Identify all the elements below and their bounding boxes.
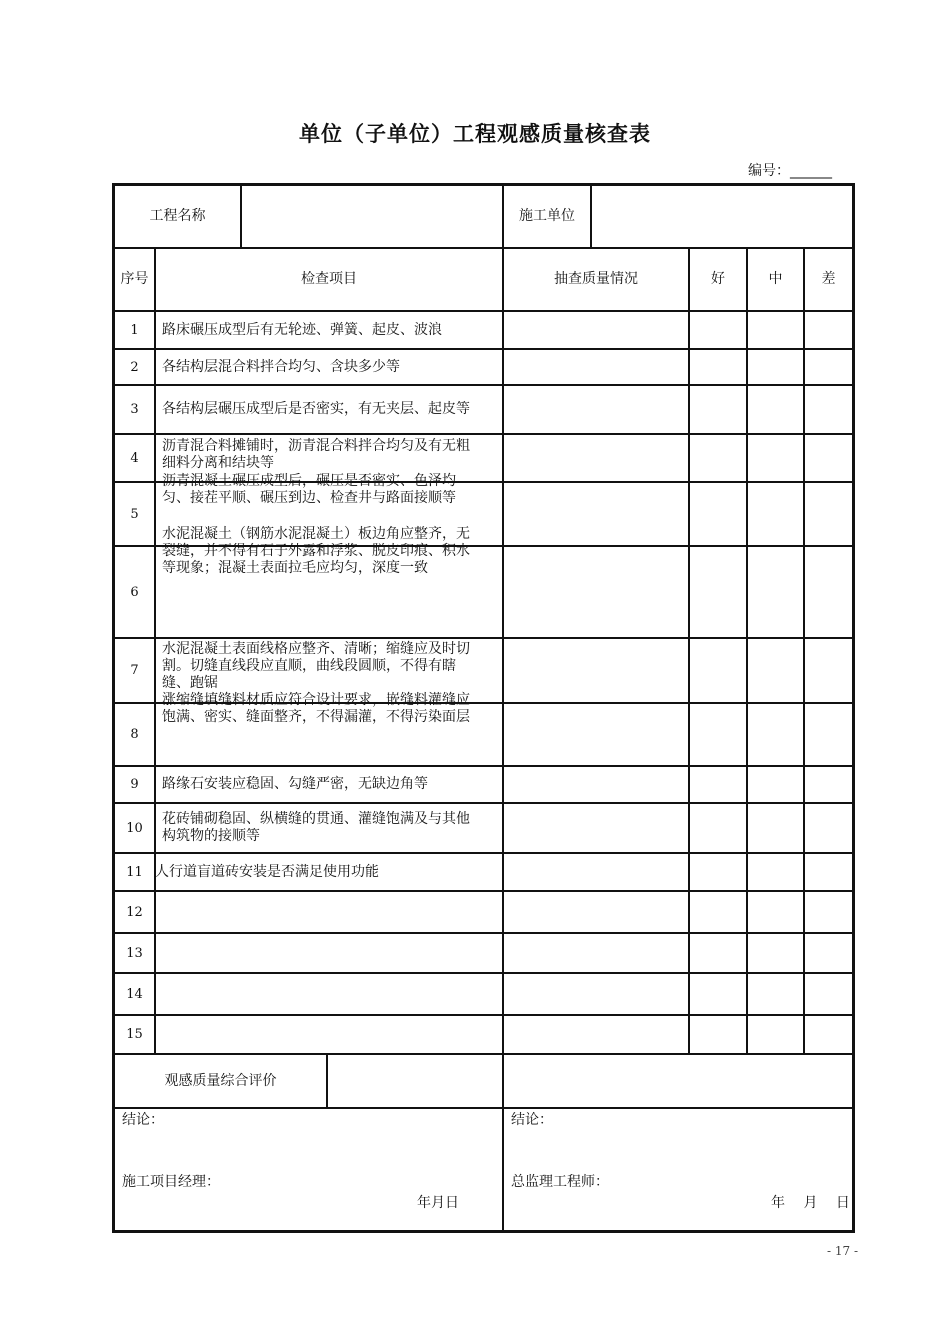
rule bbox=[746, 247, 748, 1054]
row-item-text: 人行道盲道砖安装是否满足使用功能 bbox=[155, 863, 379, 880]
row-number: 10 bbox=[126, 820, 143, 836]
row-number: 2 bbox=[130, 359, 139, 375]
contractor-label: 施工单位 bbox=[519, 208, 575, 224]
left-conclusion-label: 结论： bbox=[122, 1112, 164, 1128]
col-medium-header: 中 bbox=[768, 271, 783, 287]
col-good-header: 好 bbox=[711, 271, 725, 287]
chief-supervisor-label: 总监理工程师： bbox=[511, 1174, 609, 1190]
row-item-text: 沥青混凝土碾压成型后，碾压是否密实、色泽均匀、接茬平顺、碾压到边、检查井与路面接顺等 bbox=[162, 473, 456, 506]
summary-label: 观感质量综合评价 bbox=[164, 1072, 277, 1089]
right-conclusion-label: 结论： bbox=[511, 1112, 553, 1128]
rule bbox=[326, 1053, 328, 1108]
rule bbox=[688, 247, 690, 1054]
row-number: 5 bbox=[130, 506, 139, 522]
rule bbox=[502, 1107, 504, 1230]
rule bbox=[115, 890, 852, 892]
right-date: 年 月 日 bbox=[771, 1195, 850, 1211]
row-number: 6 bbox=[130, 584, 139, 600]
row-number: 12 bbox=[126, 904, 143, 920]
col-seq-header: 序号 bbox=[120, 271, 149, 287]
row-number: 11 bbox=[126, 864, 143, 880]
col-sample-header: 抽查质量情况 bbox=[554, 271, 638, 287]
row-item-text: 各结构层碾压成型后是否密实，有无夹层、起皮等 bbox=[162, 401, 470, 417]
col-poor-header: 差 bbox=[821, 271, 836, 287]
project-name-label: 工程名称 bbox=[149, 208, 206, 224]
rule bbox=[115, 1014, 852, 1016]
rule bbox=[154, 247, 156, 1054]
row-item-text: 涨缩缝填缝料材质应符合设计要求，嵌缝料灌缝应饱满、密实、缝面整齐，不得漏灌，不得污染面层 bbox=[162, 692, 470, 725]
rule bbox=[115, 932, 852, 934]
row-item-text: 水泥混凝土表面线格应整齐、清晰；缩缝应及时切割。切缝直线段应直顺，曲线段圆顺，不得有瞎缝、跑锯 bbox=[162, 641, 470, 691]
row-number: 1 bbox=[130, 322, 139, 338]
row-item-text: 水泥混凝土（钢筋水泥混凝土）板边角应整齐，无裂缝，并不得有石子外露和浮浆、脱皮印痕、积水等现象；混凝土表面拉毛应均匀，深度一致 bbox=[162, 526, 470, 576]
row-number: 15 bbox=[126, 1027, 143, 1042]
page-number: - 17 - bbox=[826, 1244, 858, 1258]
rule bbox=[240, 186, 242, 248]
rule bbox=[115, 972, 852, 974]
rule bbox=[115, 433, 852, 435]
row-item-text: 沥青混合料摊铺时，沥青混合料拌合均匀及有无粗细料分离和结块等 bbox=[162, 438, 470, 471]
row-item-text: 路缘石安装应稳固、勾缝严密，无缺边角等 bbox=[162, 776, 428, 792]
project-manager-label: 施工项目经理： bbox=[122, 1174, 220, 1190]
rule bbox=[803, 247, 805, 1054]
rule bbox=[590, 186, 592, 248]
doc-number: 编号：______ bbox=[748, 163, 832, 179]
rule bbox=[502, 186, 504, 1108]
contractor-field[interactable] bbox=[593, 186, 851, 247]
form-title: 单位（子单位）工程观感质量核查表 bbox=[299, 122, 651, 146]
row-number: 4 bbox=[130, 450, 139, 466]
row-item-text: 花砖铺砌稳固、纵横缝的贯通、灌缝饱满及与其他构筑物的接顺等 bbox=[162, 811, 470, 844]
inspection-table bbox=[112, 183, 855, 1233]
row-number: 14 bbox=[126, 986, 143, 1002]
row-number: 9 bbox=[130, 777, 139, 792]
row-number: 3 bbox=[130, 402, 139, 417]
rule bbox=[115, 1107, 852, 1109]
row-item-text: 各结构层混合料拌合均匀、含块多少等 bbox=[162, 358, 400, 375]
row-number: 13 bbox=[126, 945, 143, 961]
left-date: 年月日 bbox=[417, 1195, 459, 1211]
project-name-field[interactable] bbox=[243, 186, 501, 247]
col-item-header: 检查项目 bbox=[301, 271, 357, 287]
summary-field[interactable] bbox=[330, 1055, 850, 1107]
row-number: 8 bbox=[130, 727, 139, 742]
row-item-text: 路床碾压成型后有无轮迹、弹簧、起皮、波浪 bbox=[162, 321, 442, 338]
row-number: 7 bbox=[130, 663, 139, 678]
rule bbox=[115, 637, 852, 639]
